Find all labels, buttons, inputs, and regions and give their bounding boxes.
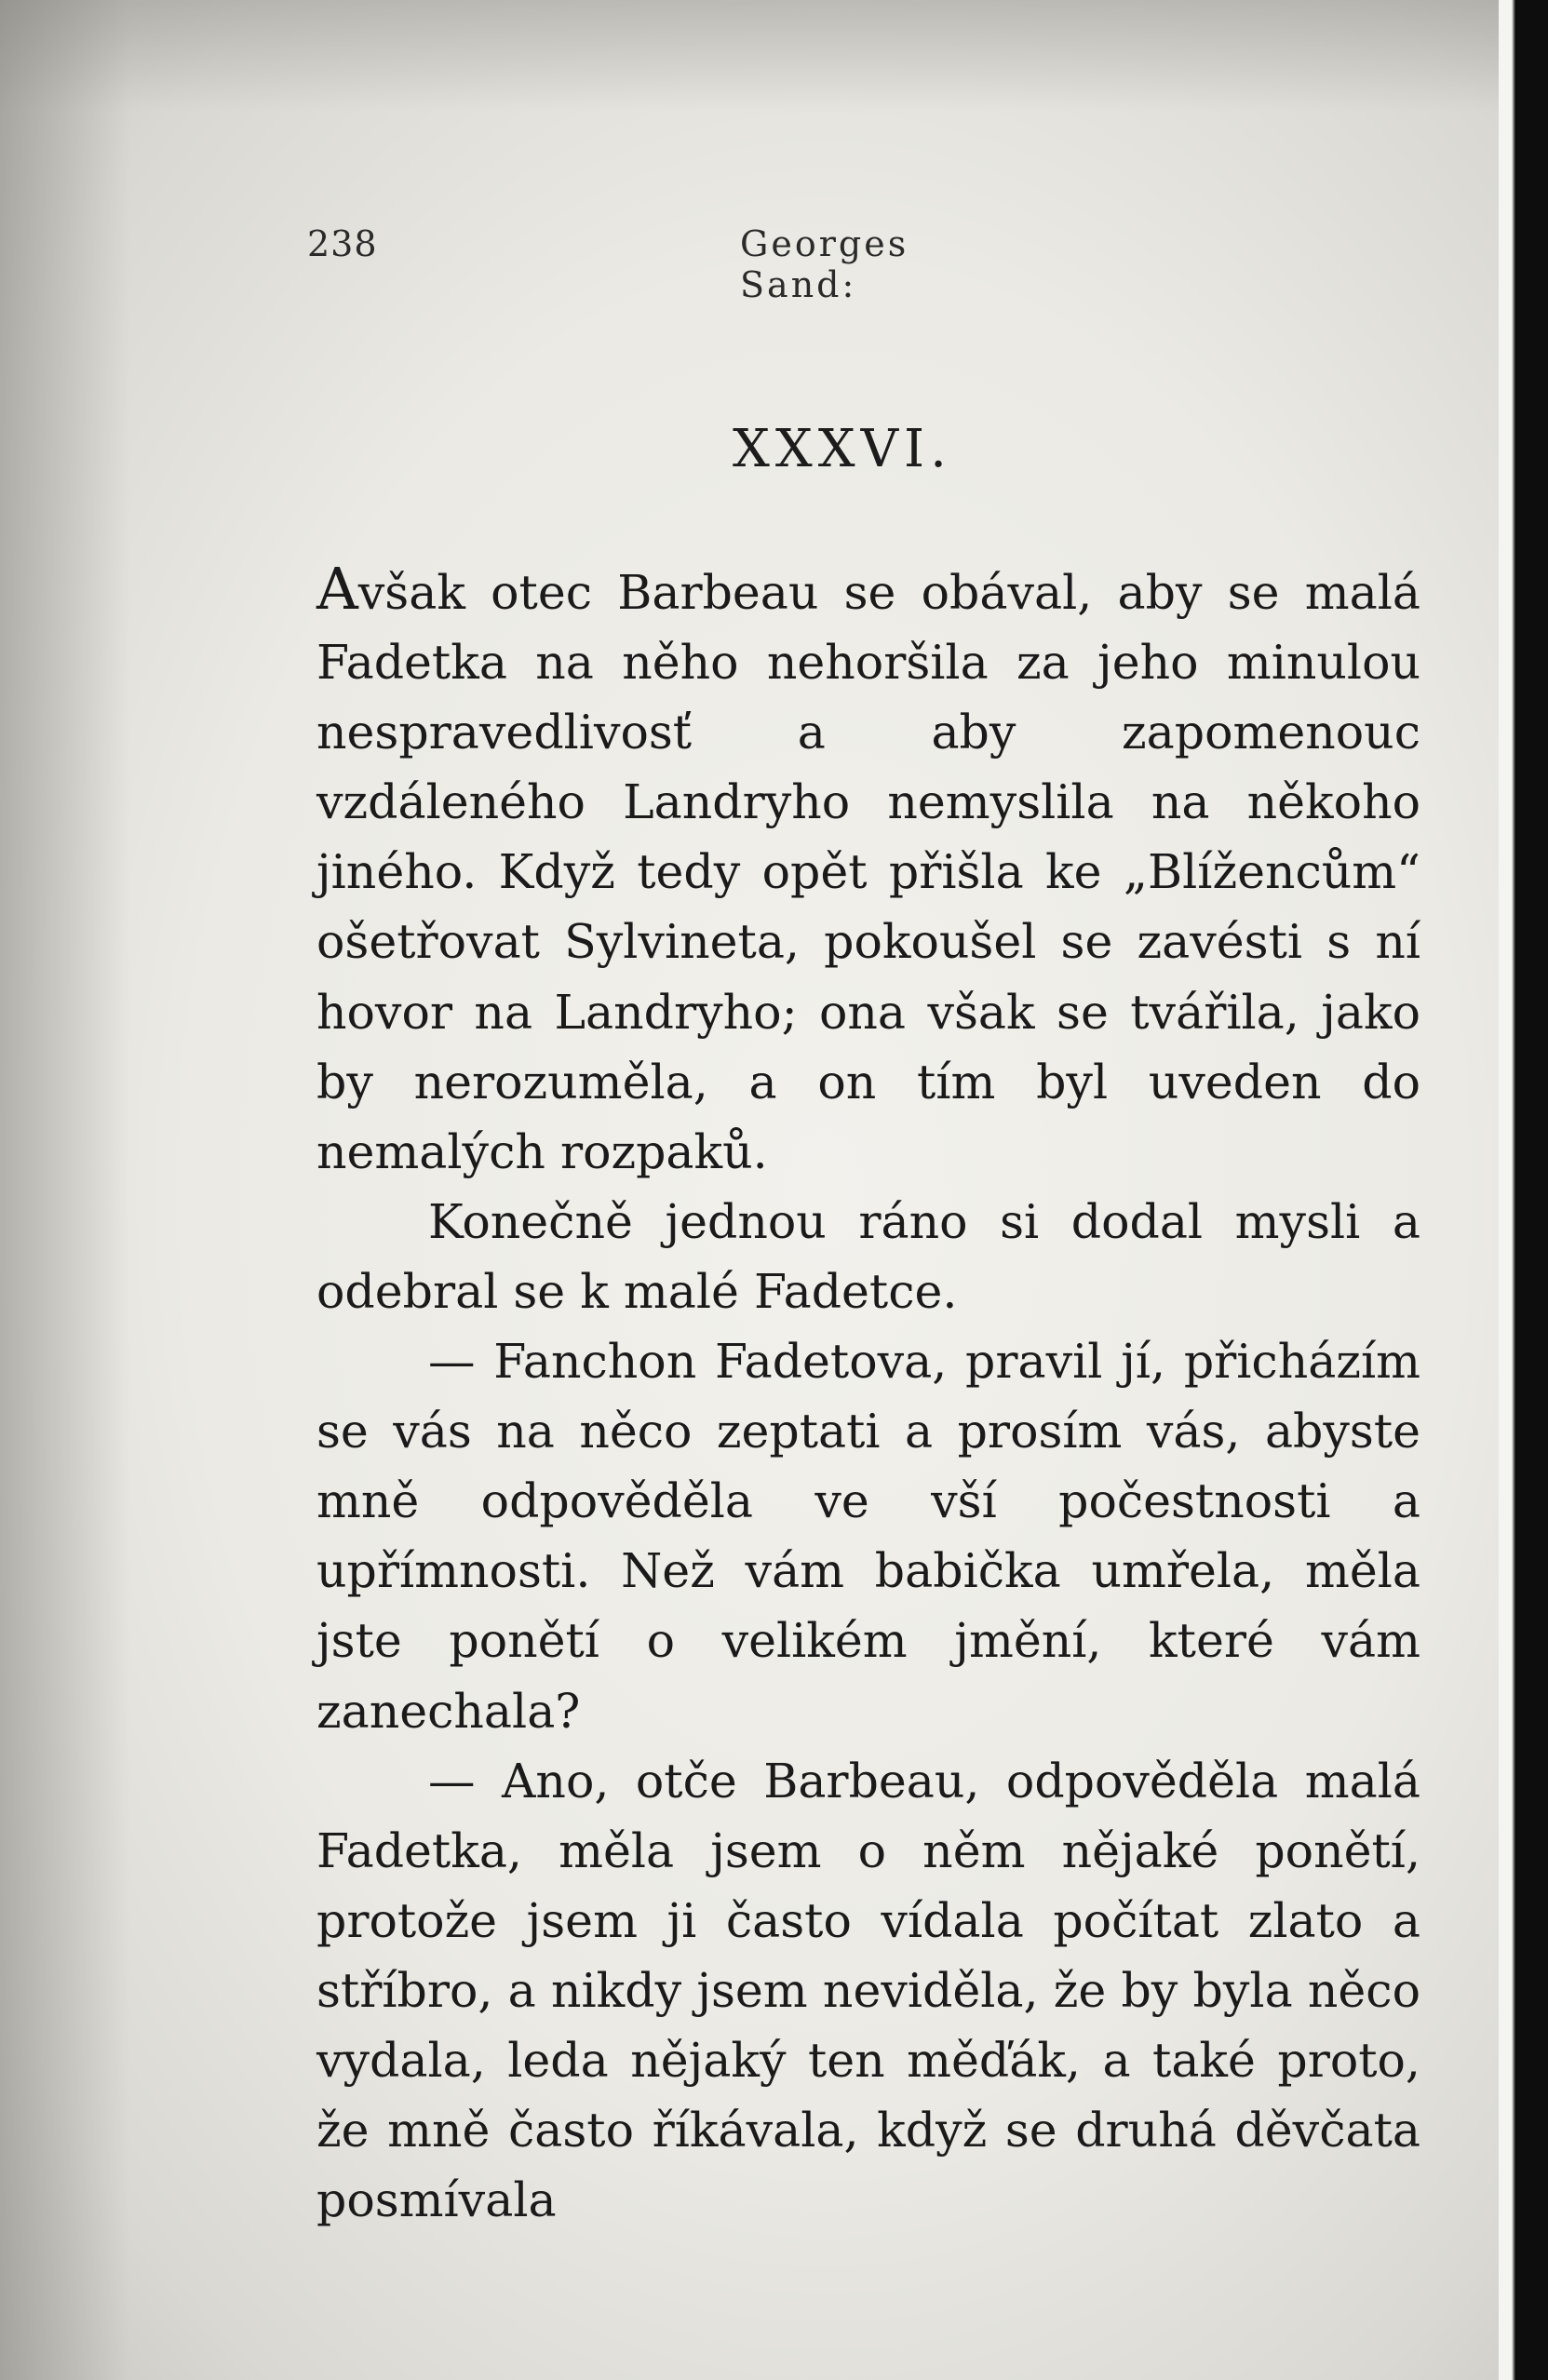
page-shadow-left <box>0 0 130 2380</box>
running-head-title: Georges Sand: <box>740 223 909 305</box>
book-binding-edge <box>1499 0 1548 2380</box>
paragraph-1 <box>316 554 1420 1187</box>
chapter-heading: XXXVI. <box>733 419 952 479</box>
paragraph-3: — Fanchon Fadetova, pravil jí, přicházím se vás na něco zeptati a prosím vás, abyste mně odpověděla ve vší počestnosti a upřímnosti. Než vám babička umřela, měla jste ponětí o velikém jmění, které vám zanechala? <box>316 1334 1420 1739</box>
drop-cap: A <box>316 555 358 623</box>
page-shadow-top <box>0 0 1499 112</box>
running-head <box>307 223 1015 305</box>
paragraph-2: Konečně jednou ráno si dodal mysli a odebral se k malé Fadetce. <box>316 1193 1420 1319</box>
paragraph-1-text: však otec Barbeau se obával, aby se malá Fadetka na něho nehoršila za jeho minulou nespravedlivosť a aby zapomenouc vzdáleného Landryho nemyslila na někoho jiného. Když tedy opět přišla ke „Blížencům“ ošetřovat Sylvineta, pokoušel se zavésti s ní hovor na Landryho; ona však se tvářila, jako by nerozuměla, a on tím byl uveden do nemalých rozpaků. <box>316 565 1420 1179</box>
paragraph-4: — Ano, otče Barbeau, odpověděla malá Fadetka, měla jsem o něm nějaké ponětí, protože jsem ji často vídala počítat zlato a stříbro, a nikdy jsem neviděla, že by byla něco vydala, leda nějaký ten měďák, a také proto, že mně často říkávala, když se druhá děvčata posmívala <box>316 1753 1420 2228</box>
page-number: 238 <box>307 223 378 264</box>
body-text <box>316 554 1420 2235</box>
